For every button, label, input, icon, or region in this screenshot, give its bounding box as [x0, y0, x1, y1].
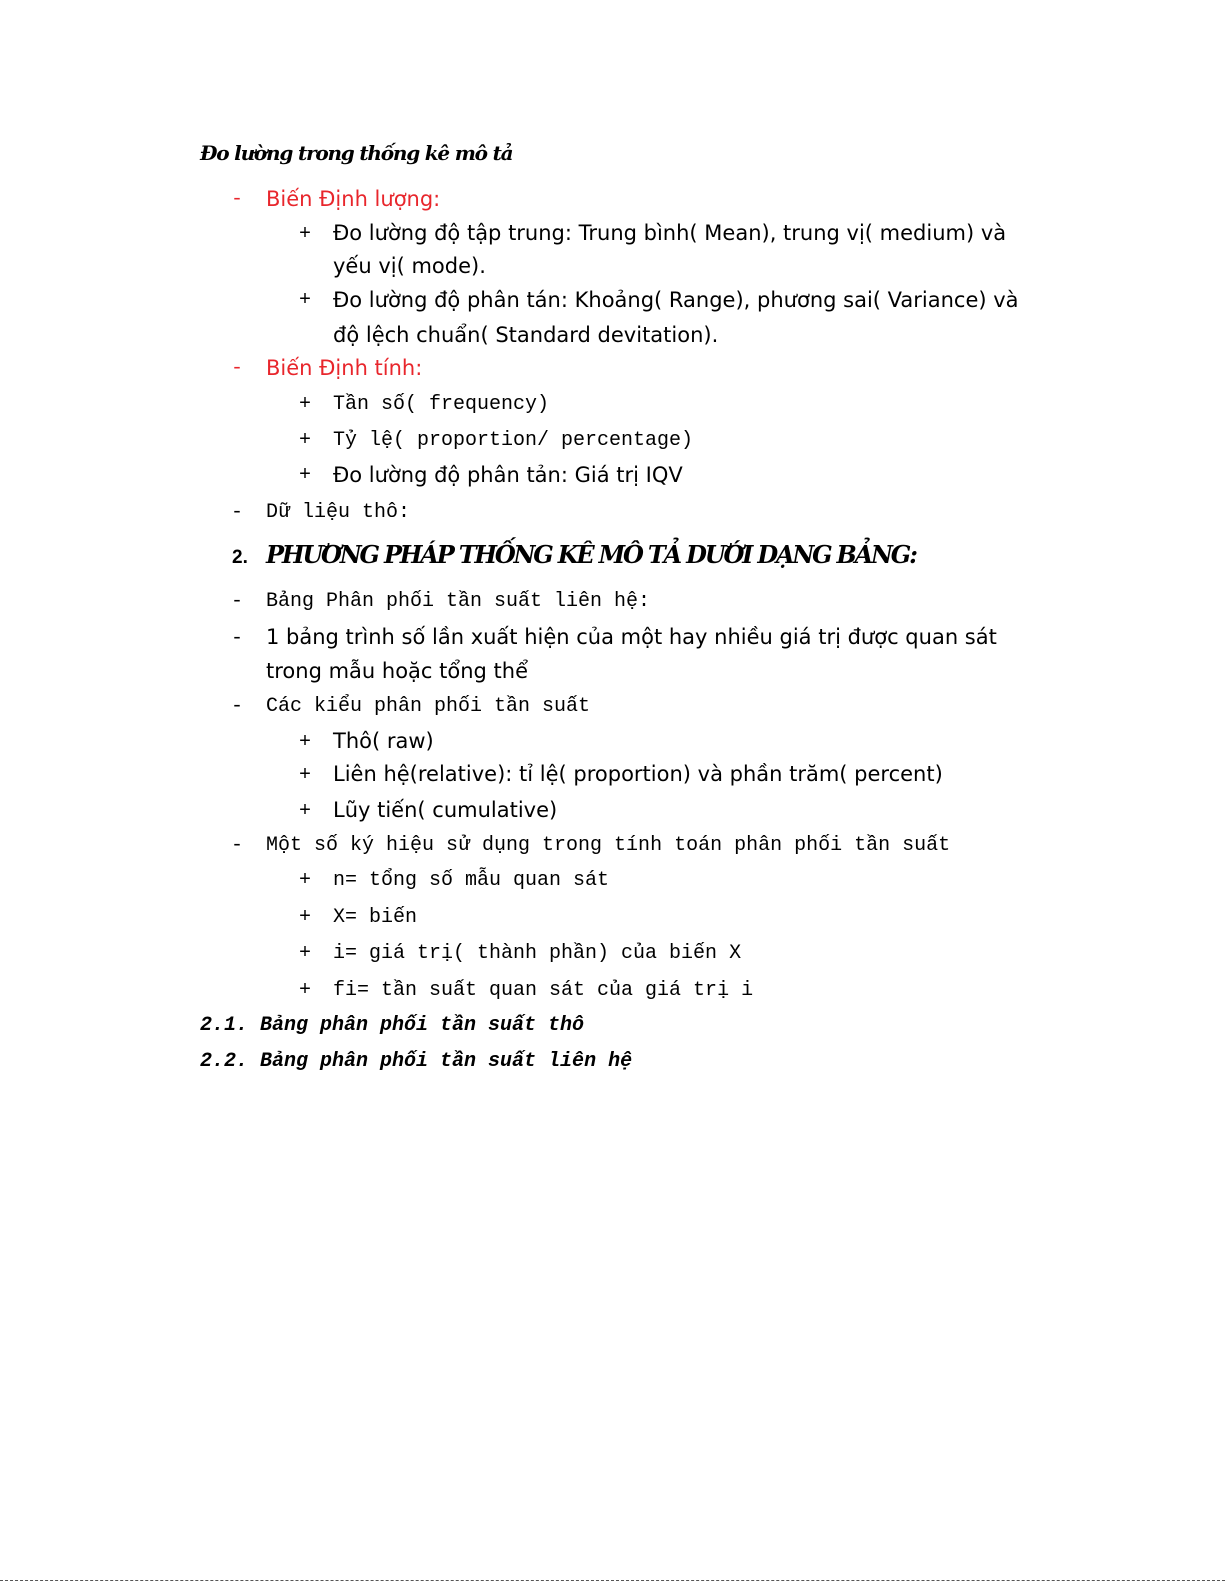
page-bottom-divider: [0, 1580, 1225, 1583]
list-item: Liên hệ(relative): tỉ lệ( proportion) và phần trăm( percent): [333, 762, 943, 786]
table-label: Bảng Phân phối tần suất liên hệ:: [266, 590, 651, 613]
list-item: Đo lường độ tập trung: Trung bình( Mean), trung vị( medium) và: [333, 221, 1007, 245]
list-item: Lũy tiến( cumulative): [333, 798, 558, 822]
list-item: Đo lường độ phân tản: Giá trị IQV: [333, 463, 683, 487]
list-item: Tần số( frequency): [333, 393, 550, 416]
dash-bullet: -: [231, 501, 244, 524]
plus-bullet: +: [299, 289, 312, 312]
plus-bullet: +: [299, 869, 312, 892]
list-item-continuation: yếu vị( mode).: [333, 254, 486, 278]
list-item: i= giá trị( thành phần) của biến X: [333, 942, 742, 965]
dash-bullet: -: [231, 357, 244, 380]
dash-bullet: -: [231, 188, 244, 211]
plus-bullet: +: [299, 731, 312, 754]
definition-text-continuation: trong mẫu hoặc tổng thể: [266, 659, 528, 683]
subsection-heading: 2.2. Bảng phân phối tần suất liên hệ: [200, 1050, 633, 1073]
list-item: n= tổng số mẫu quan sát: [333, 869, 610, 892]
list-item: Đo lường độ phân tán: Khoảng( Range), phương sai( Variance) và: [333, 288, 1019, 312]
definition-text: 1 bảng trình số lần xuất hiện của một hay nhiều giá trị được quan sát: [266, 625, 997, 649]
list-item: Thô( raw): [333, 729, 434, 753]
dash-bullet: -: [231, 834, 244, 857]
list-item-continuation: độ lệch chuẩn( Standard devitation).: [333, 323, 719, 347]
qualitative-variable-label: Biến Định tính:: [266, 356, 423, 380]
dash-bullet: -: [231, 627, 244, 650]
section-number: 2.: [232, 547, 248, 568]
plus-bullet: +: [299, 429, 312, 452]
quantitative-variable-label: Biến Định lượng:: [266, 187, 441, 211]
plus-bullet: +: [299, 942, 312, 965]
plus-bullet: +: [299, 464, 312, 487]
types-label: Các kiểu phân phối tần suất: [266, 695, 591, 718]
plus-bullet: +: [299, 906, 312, 929]
list-item: Tỷ lệ( proportion/ percentage): [333, 429, 694, 452]
list-item: fi= tần suất quan sát của giá trị i: [333, 979, 754, 1002]
plus-bullet: +: [299, 223, 312, 246]
dash-bullet: -: [231, 695, 244, 718]
symbols-label: Một số ký hiệu sử dụng trong tính toán phân phối tần suất: [266, 834, 951, 857]
list-item: X= biến: [333, 906, 418, 929]
plus-bullet: +: [299, 979, 312, 1002]
plus-bullet: +: [299, 800, 312, 823]
document-title: Đo lường trong thống kê mô tả: [200, 141, 513, 165]
subsection-heading: 2.1. Bảng phân phối tần suất thô: [200, 1014, 585, 1037]
plus-bullet: +: [299, 764, 312, 787]
raw-data-label: Dữ liệu thô:: [266, 501, 411, 524]
plus-bullet: +: [299, 393, 312, 416]
section-heading: PHƯƠNG PHÁP THỐNG KÊ MÔ TẢ DƯỚI DẠNG BẢNG:: [266, 540, 916, 569]
dash-bullet: -: [231, 590, 244, 613]
